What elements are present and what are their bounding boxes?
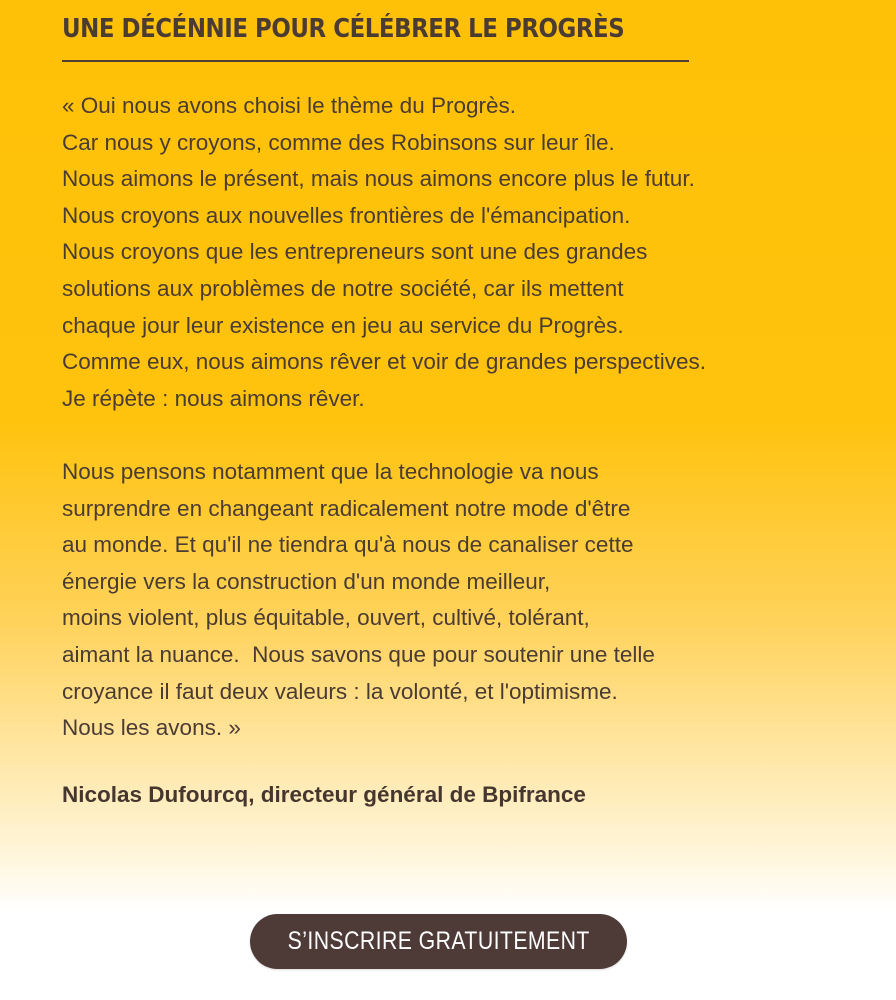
quote-line: Nous pensons notamment que la technologie va nous	[62, 458, 599, 484]
register-button-label: S’INSCRIRE GRATUITEMENT	[287, 927, 590, 955]
quote-line: Nous aimons le présent, mais nous aimons encore plus le futur.	[62, 166, 695, 192]
quote-line: solutions aux problèmes de notre société, car ils mettent	[62, 275, 624, 301]
section-title: UNE DÉCÉNNIE POUR CÉLÉBRER LE PROGRÈS	[62, 14, 625, 44]
paragraph-gap	[62, 417, 706, 454]
quote-line: Comme eux, nous aimons rêver et voir de grandes perspectives.	[62, 349, 707, 375]
quote-author: Nicolas Dufourcq, directeur général de Bpifrance	[62, 782, 586, 807]
quote-line: moins violent, plus équitable, ouvert, cultivé, tolérant,	[62, 605, 590, 631]
quote-line: Nous croyons que les entrepreneurs sont une des grandes	[62, 239, 648, 265]
quote-line: au monde. Et qu'il ne tiendra qu'à nous de canaliser cette	[62, 532, 634, 558]
quote-block	[62, 88, 706, 747]
quote-line: Nous les avons. »	[62, 715, 241, 741]
quote-line: aimant la nuance. Nous savons que pour soutenir une telle	[62, 641, 655, 667]
quote-line: « Oui nous avons choisi le thème du Progrès.	[62, 93, 516, 118]
title-divider	[62, 60, 689, 62]
quote-line: chaque jour leur existence en jeu au service du Progrès.	[62, 312, 624, 338]
quote-line: Je répète : nous aimons rêver.	[62, 385, 365, 411]
quote-line: Car nous y croyons, comme des Robinsons sur leur île.	[62, 129, 615, 155]
quote-line: Nous croyons aux nouvelles frontières de l'émancipation.	[62, 202, 631, 228]
quote-line: énergie vers la construction d'un monde meilleur,	[62, 568, 551, 594]
quote-line: surprendre en changeant radicalement notre mode d'être	[62, 495, 631, 521]
quote-line: croyance il faut deux valeurs : la volonté, et l'optimisme.	[62, 678, 618, 704]
register-free-button[interactable]	[250, 914, 627, 969]
